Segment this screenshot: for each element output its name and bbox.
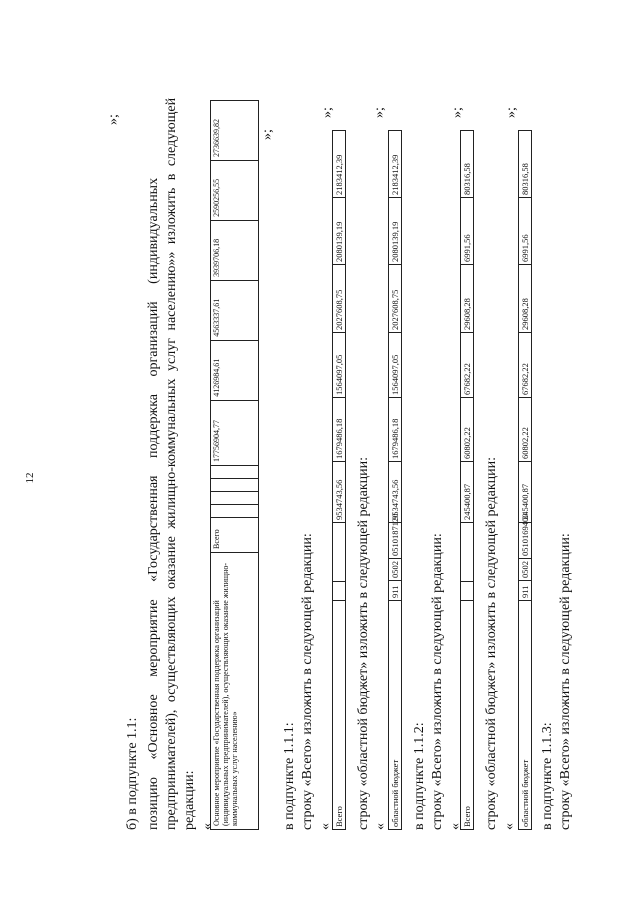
value-cell: 80316,58	[519, 161, 531, 198]
s112b-instruction: строку «областной бюджет» изложить в следующей редакции:	[484, 457, 499, 830]
value-cell: 67682,22	[461, 361, 473, 398]
intro-line-3: предпринимателей), осуществляющих оказание жилищно-коммунальных услуг населению»» изложить в следующей	[164, 97, 179, 830]
rotated-page-content	[100, 70, 580, 830]
s112b-row	[518, 130, 532, 830]
row-label: областной бюджет	[390, 759, 400, 827]
close-quote: »;	[260, 129, 275, 140]
measure-name: Основное мероприятие «Государственная поддержка организаций (индивидуальных предпринимателей), осуществляющих оказание жилищно-коммунальных услуг населению»	[211, 553, 259, 830]
s112-row	[460, 130, 474, 830]
main-measure-table	[210, 100, 259, 830]
value-cell: 1564097,05	[333, 353, 345, 398]
open-quote: «	[200, 823, 215, 830]
value-cell: 2183412,39	[333, 153, 345, 198]
open-quote: «	[373, 823, 388, 830]
value-cell: 60802,22	[461, 425, 473, 462]
s111b-row	[388, 130, 402, 830]
value-cell: 1679486,18	[389, 417, 401, 462]
s111-row	[332, 130, 346, 830]
value-cell: 245400,87	[519, 482, 531, 523]
row-label: областной бюджет	[520, 759, 530, 827]
code-cell: 0502	[389, 559, 401, 581]
total-label: Всего	[211, 518, 259, 553]
value-cell: 1564097,05	[389, 353, 401, 398]
intro-line-4: редакции:	[182, 770, 197, 830]
value-cell: 2080139,19	[389, 220, 401, 265]
value-cell: 2027608,75	[333, 288, 345, 333]
s113-instruction: строку «Всего» изложить в следующей редакции:	[558, 533, 573, 830]
value-cell: 2736639,82	[211, 101, 259, 161]
code-cell: 0502	[519, 559, 531, 581]
value-cell: 245400,87	[461, 482, 473, 523]
value-cell: 4126984,61	[211, 340, 259, 400]
open-quote: «	[448, 823, 463, 830]
open-quote: «	[502, 823, 517, 830]
row-label: Всего	[462, 806, 472, 827]
s111b-instruction: строку «областной бюджет» изложить в следующей редакции:	[356, 457, 371, 830]
close-quote: »;	[504, 107, 519, 118]
code-cell: 0510169400	[519, 512, 531, 560]
value-cell: 2080139,19	[333, 220, 345, 265]
close-quote: »;	[450, 107, 465, 118]
value-cell: 2590256,55	[211, 160, 259, 220]
value-cell: 6991,56	[519, 232, 531, 265]
value-cell: 9534743,56	[389, 478, 401, 523]
value-cell: 4563337,61	[211, 280, 259, 340]
value-cell: 60802,22	[519, 425, 531, 462]
s111-heading: в подпункте 1.1.1:	[282, 722, 297, 830]
close-quote: »;	[372, 107, 387, 118]
code-cell: 911	[519, 584, 531, 601]
value-cell: 2183412,39	[389, 153, 401, 198]
s111-instruction: строку «Всего» изложить в следующей редакции:	[300, 533, 315, 830]
open-quote: «	[318, 823, 333, 830]
intro-line-1: б) в подпункте 1.1:	[125, 717, 140, 830]
page-number: 12	[24, 472, 36, 484]
s112-instruction: строку «Всего» изложить в следующей редакции:	[430, 533, 445, 830]
code-cell: 0510187120	[389, 512, 401, 560]
code-cell: 911	[389, 584, 401, 601]
value-cell: 80316,58	[461, 161, 473, 198]
intro-close-quote: »;	[106, 114, 121, 125]
row-label: Всего	[334, 806, 344, 827]
close-quote: »;	[320, 107, 335, 118]
value-cell: 17756904,77	[211, 400, 259, 465]
s113-heading: в подпункте 1.1.3:	[540, 722, 555, 830]
value-cell: 29608,28	[461, 296, 473, 333]
value-cell: 1679486,18	[333, 417, 345, 462]
intro-line-2: позицию «Основное мероприятие «Государственная поддержка организаций (индивидуальных	[146, 177, 161, 830]
value-cell: 29608,28	[519, 296, 531, 333]
value-cell: 9534743,56	[333, 478, 345, 523]
value-cell: 2027608,75	[389, 288, 401, 333]
value-cell: 67682,22	[519, 361, 531, 398]
s112-heading: в подпункте 1.1.2:	[412, 722, 427, 830]
value-cell: 3939706,18	[211, 220, 259, 280]
value-cell: 6991,56	[461, 232, 473, 265]
